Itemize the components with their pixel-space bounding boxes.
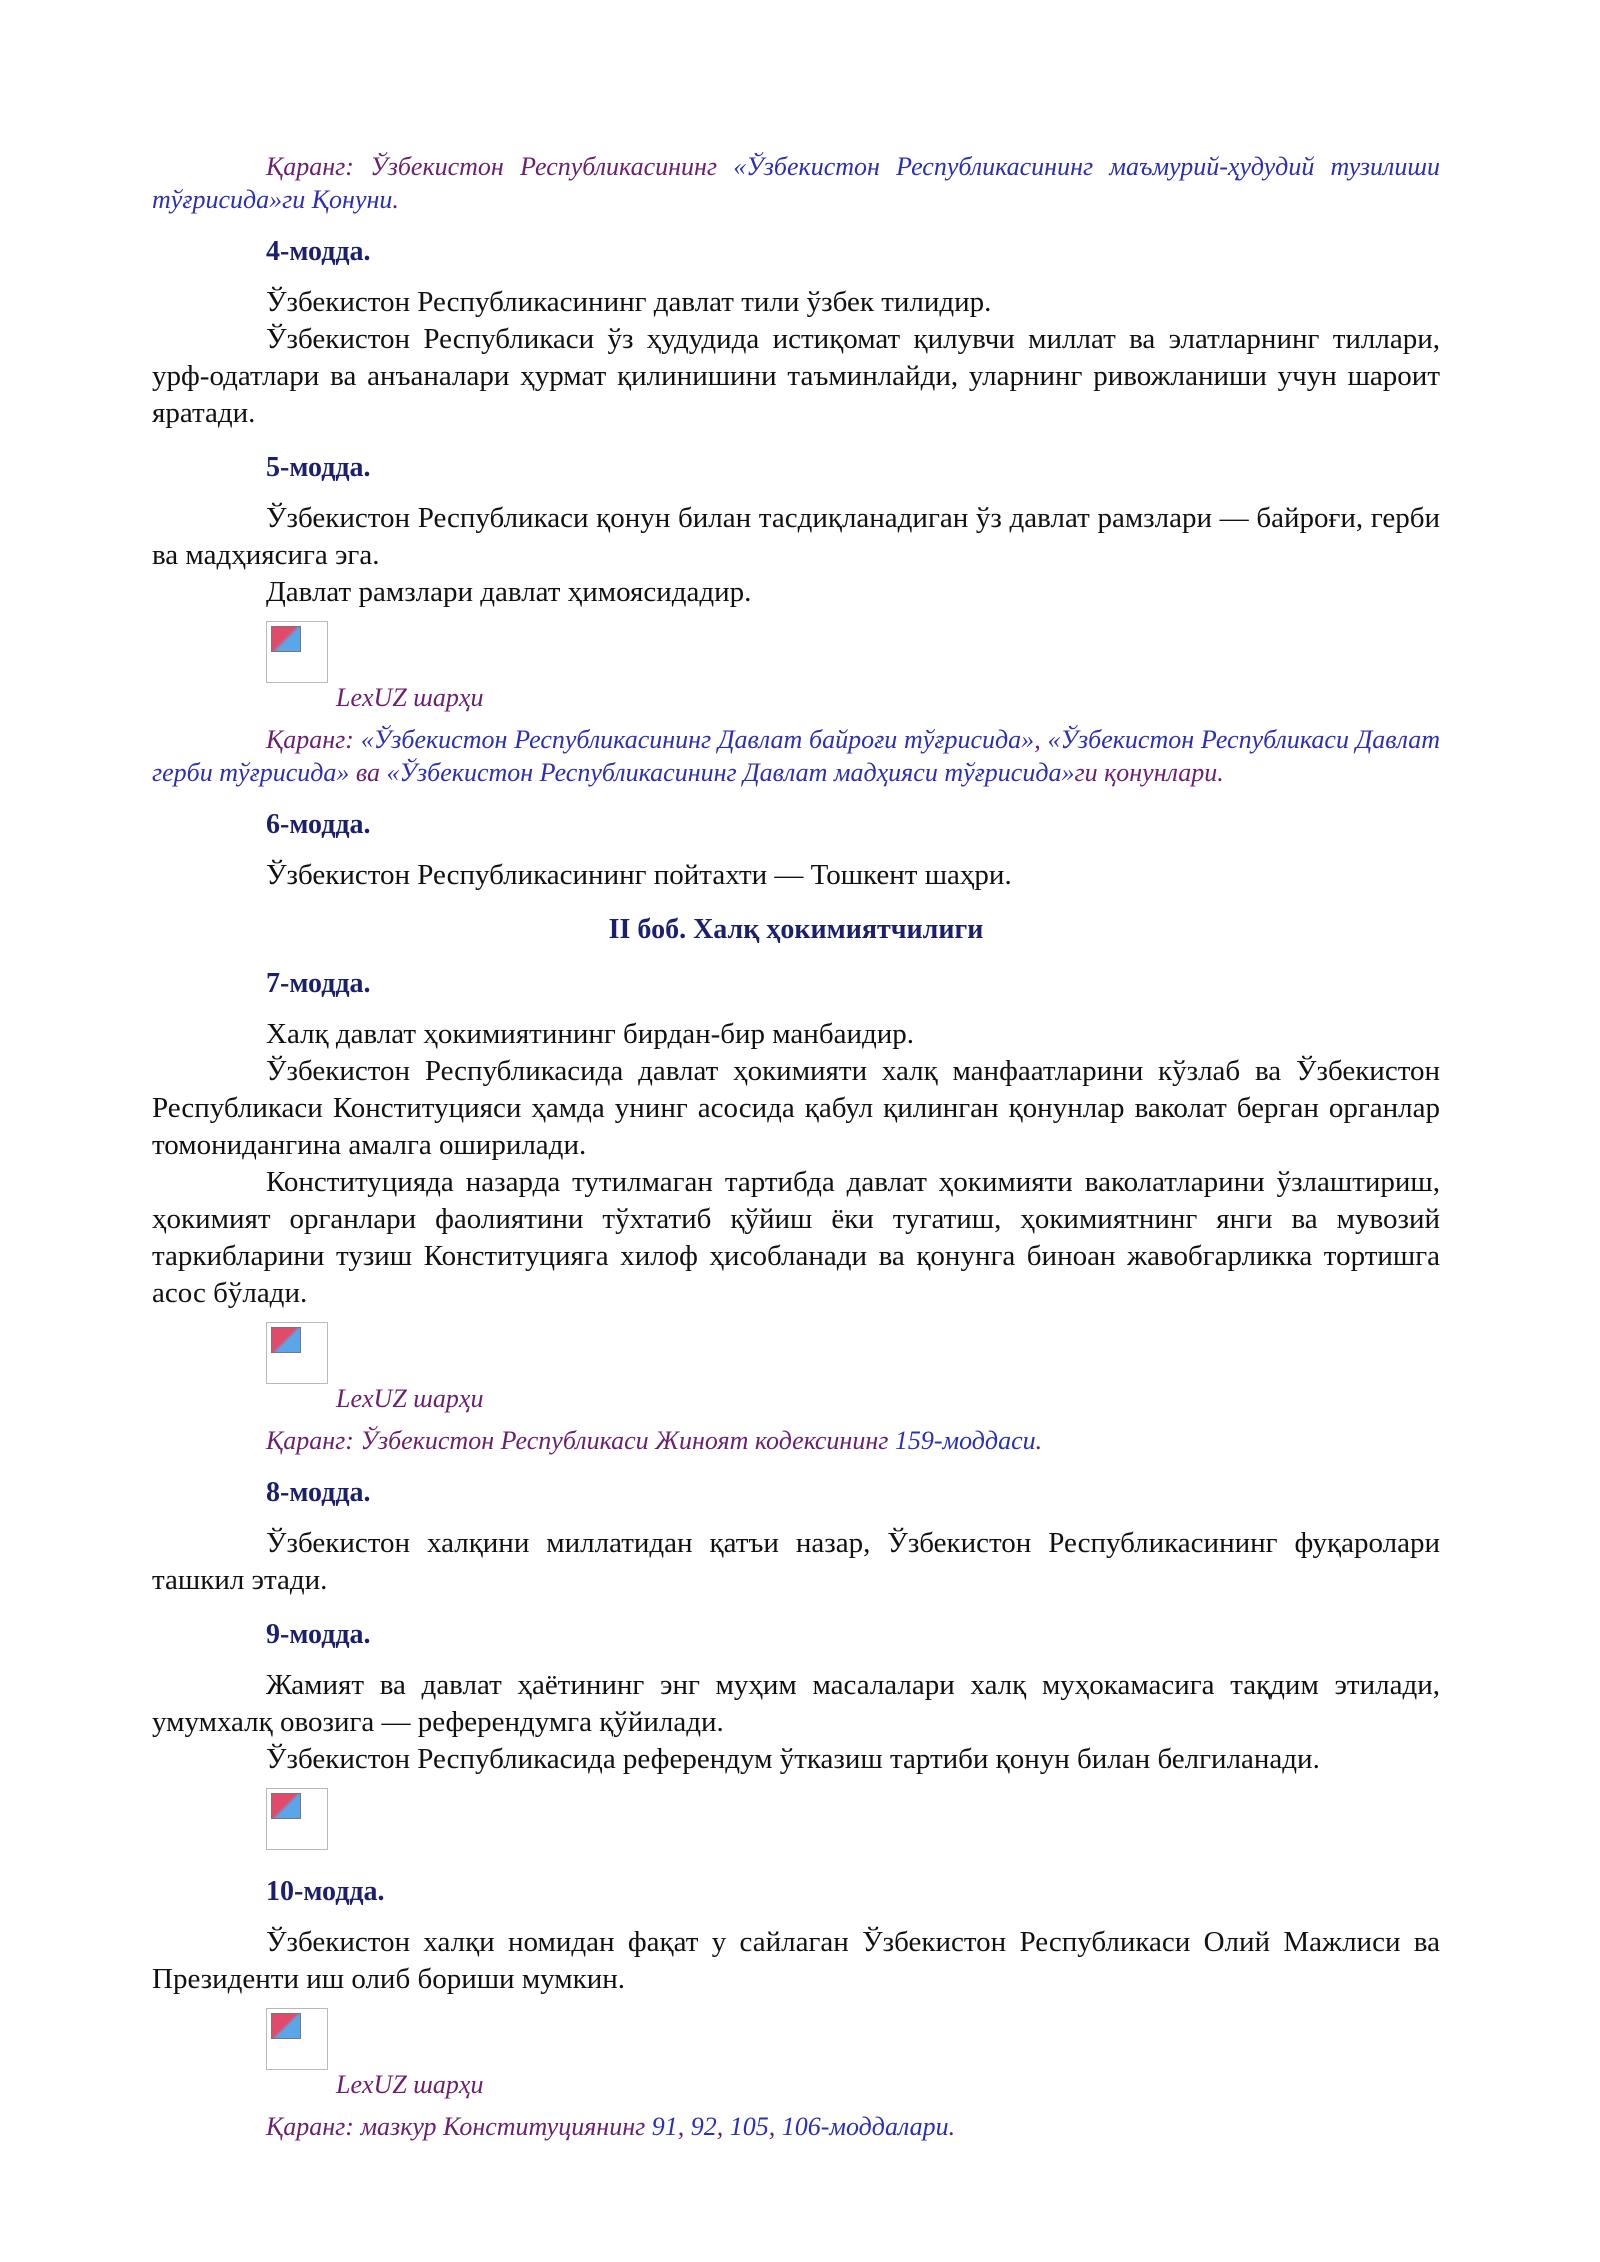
law-link[interactable]: «Ўзбекистон Республикасининг Давлат байроғи тўғрисида» xyxy=(360,725,1035,754)
reference-text: , xyxy=(768,2112,782,2141)
article-10-title: 10-модда. xyxy=(266,1876,385,1907)
broken-image-icon xyxy=(266,2008,328,2070)
reference-text: . xyxy=(392,185,399,214)
article-5-paragraph-1: Ўзбекистон Республикаси қонун билан тасдиқланадиган ўз давлат рамзлари — байроғи, герби ва мадҳиясига эга. xyxy=(152,502,1440,571)
article-link[interactable]: 91 xyxy=(651,2112,678,2141)
article-8-title: 8-модда. xyxy=(266,1477,371,1508)
article-link[interactable]: 92 xyxy=(690,2112,717,2141)
article-7-title: 7-модда. xyxy=(266,968,371,999)
reference-text: , xyxy=(677,2112,691,2141)
article-5-paragraph-2: Давлат рамзлари давлат ҳимоясидадир. xyxy=(266,576,752,608)
lexuz-comment-label[interactable]: LexUZ шарҳи xyxy=(336,683,484,712)
reference-note xyxy=(152,723,1440,789)
article-10-paragraph-1: Ўзбекистон халқи номидан фақат у сайлаган Ўзбекистон Республикаси Олий Мажлиси ва Президенти иш олиб бориши мумкин. xyxy=(152,1926,1440,1995)
broken-image-icon xyxy=(266,1322,328,1384)
law-link[interactable]: «Ўзбекистон Республикасининг маъмурий-ҳудудий тузилиши тўғрисида»ги Қонуни xyxy=(152,152,1440,214)
article-link[interactable]: 105 xyxy=(729,2112,769,2141)
reference-note xyxy=(152,1424,1440,1457)
article-4-paragraph-1: Ўзбекистон Республикасининг давлат тили ўзбек тилидир. xyxy=(266,286,992,318)
article-9-paragraph-1: Жамият ва давлат ҳаётининг энг муҳим масалалари халқ муҳокамасига тақдим этилади, умумхалқ овозига — референдумга қўйилади. xyxy=(152,1669,1440,1738)
article-7-paragraph-3: Конституцияда назарда тутилмаган тартибда давлат ҳокимияти ваколатларини ўзлаштириш, ҳокимият органлари фаолиятини тўхтатиб қўйиш ёки тугатиш, ҳокимиятнинг янги ва мувозий таркибларини тузиш Конституцияга хилоф ҳисобланади ва қонунга биноан жавобгарликка тортишга асос бўлади. xyxy=(152,1166,1440,1309)
article-7-paragraph-2: Ўзбекистон Республикасида давлат ҳокимияти халқ манфаатларини кўзлаб ва Ўзбекистон Республикаси Конституцияси ҳамда унинг асосида қабул қилинган қонунлар ваколат берган органлар томонидангина амалга оширилади. xyxy=(152,1055,1440,1161)
broken-image-icon xyxy=(266,621,328,683)
reference-text: Қаранг: Ўзбекистон Республикасининг xyxy=(266,152,734,181)
article-link[interactable]: 106-моддалари xyxy=(781,2112,949,2141)
document-page xyxy=(152,150,1440,2143)
lexuz-comment[interactable] xyxy=(266,1322,1440,1413)
reference-text: Қаранг: Ўзбекистон Республикаси Жиноят кодексининг xyxy=(266,1426,895,1455)
article-4-paragraph-2: Ўзбекистон Республикаси ўз ҳудудида истиқомат қилувчи миллат ва элатларнинг тиллари, урф-одатлари ва анъаналари ҳурмат қилинишини таъминлайди, уларнинг ривожланиши учун шароит яратади. xyxy=(152,323,1440,429)
reference-text: . xyxy=(1035,1426,1043,1455)
article-6-title: 6-модда. xyxy=(266,809,371,840)
article-4-title: 4-модда. xyxy=(266,236,371,267)
reference-text: Қаранг: xyxy=(266,725,361,754)
article-9-title: 9-модда. xyxy=(266,1619,371,1650)
article-5-title: 5-модда. xyxy=(266,452,371,483)
broken-image-icon xyxy=(266,1788,328,1850)
law-link[interactable]: «Ўзбекистон Республикасининг Давлат мадҳияси тўғрисида» xyxy=(386,758,1075,787)
lexuz-comment[interactable] xyxy=(266,621,1440,712)
lexuz-comment[interactable] xyxy=(266,2008,1440,2099)
chapter-heading: II боб. Халқ ҳокимиятчилиги xyxy=(608,914,984,945)
image-placeholder xyxy=(266,1788,1440,1850)
reference-text: ва xyxy=(349,758,387,787)
law-link[interactable]: «Ўзбекистон Республикаси Давлат герби тўғрисида» xyxy=(152,725,1440,787)
lexuz-comment-label[interactable]: LexUZ шарҳи xyxy=(336,2070,484,2099)
reference-note xyxy=(152,2110,1440,2143)
article-7-paragraph-1: Халқ давлат ҳокимиятининг бирдан-бир манбаидир. xyxy=(266,1018,914,1050)
reference-text: Қаранг: мазкур Конституциянинг xyxy=(266,2112,652,2141)
reference-text: . xyxy=(948,2112,956,2141)
reference-text: , xyxy=(716,2112,730,2141)
law-link[interactable]: 159-моддаси xyxy=(894,1426,1036,1455)
article-8-paragraph-1: Ўзбекистон халқини миллатидан қатъи назар, Ўзбекистон Республикасининг фуқаролари ташкил этади. xyxy=(152,1527,1440,1596)
article-9-paragraph-2: Ўзбекистон Республикасида референдум ўтказиш тартиби қонун билан белгиланади. xyxy=(266,1743,1320,1775)
reference-note xyxy=(152,150,1440,216)
article-6-paragraph-1: Ўзбекистон Республикасининг пойтахти — Тошкент шаҳри. xyxy=(266,859,1012,891)
reference-text: ги қонунлари. xyxy=(1074,758,1224,787)
lexuz-comment-label[interactable]: LexUZ шарҳи xyxy=(336,1384,484,1413)
reference-text: , xyxy=(1034,725,1048,754)
